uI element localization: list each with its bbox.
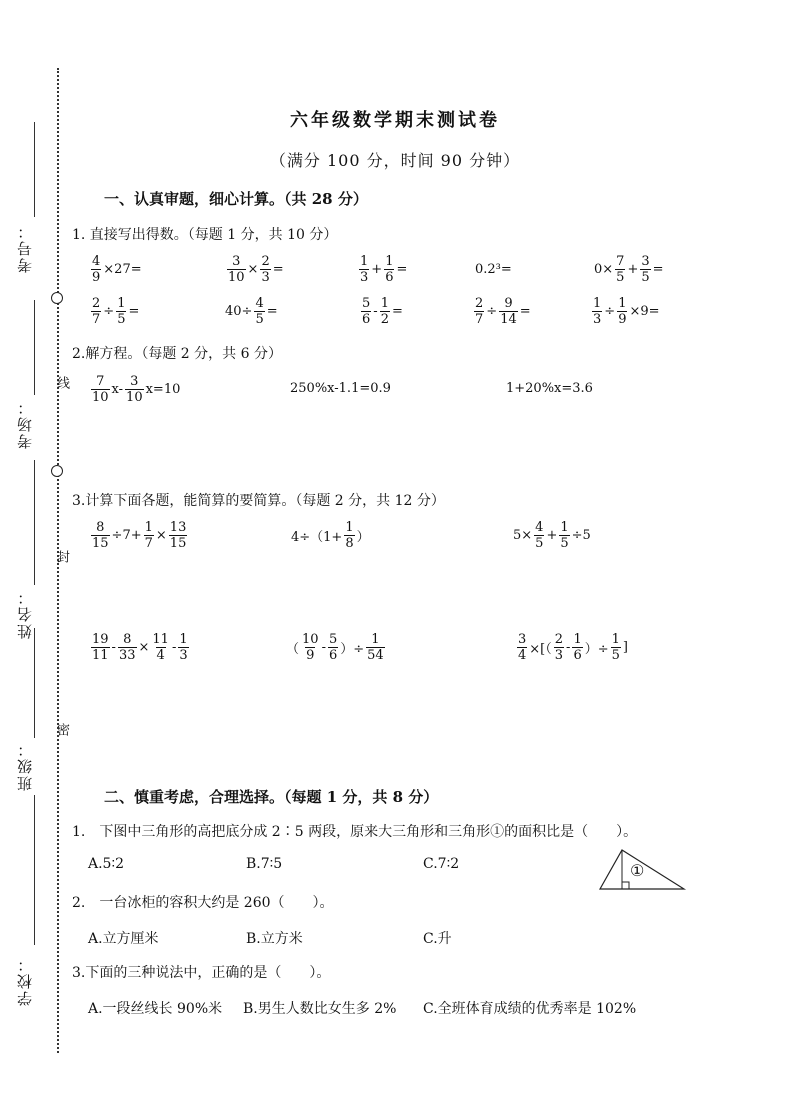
choice-q1: 1. 下图中三角形的高把底分成 2∶5 两段，原来大三角形和三角形①的面积比是（ ）。 xyxy=(72,824,638,840)
binding-hole xyxy=(51,465,63,477)
equation-item: 1+20%x=3.6 xyxy=(506,381,593,396)
calc-item: 0× $\frac{7}{5}$ + $\frac{3}{5}$ = xyxy=(594,254,664,285)
section1-heading: 一、认真审题，细心计算。（共 28 分） xyxy=(104,190,368,208)
calc-item: 0.2³= xyxy=(475,262,512,277)
binding-hole xyxy=(51,292,63,304)
exam-room-label: 考场： xyxy=(16,398,34,449)
choice-option: C.升 xyxy=(423,931,452,947)
q1-heading: 1. 直接写出得数。（每题 1 分，共 10 分） xyxy=(72,227,338,243)
choice-option: B.立方米 xyxy=(246,931,303,947)
choice-option: C.7∶2 xyxy=(423,856,460,872)
calc-item: $\frac{3}{4}$ ×[（ $\frac{2}{3}$ - $\frac{1}{6}$ ）÷ $\frac{1}{5}$ ] xyxy=(518,632,628,663)
calc-item: 5× $\frac{4}{5}$ + $\frac{1}{5}$ ÷5 xyxy=(513,520,591,551)
q2-heading: 2.解方程。（每题 2 分，共 6 分） xyxy=(72,346,282,362)
choice-option: C.全班体育成绩的优秀率是 102% xyxy=(423,1001,637,1017)
exam-number-label: 考号： xyxy=(16,222,34,273)
seal-word-mi: 密 xyxy=(54,723,69,736)
fill-line xyxy=(34,460,35,585)
class-label: 班级： xyxy=(16,740,34,791)
calc-item: $\frac{3}{10}$ × $\frac{2}{3}$ = xyxy=(228,254,284,285)
calc-item: $\frac{5}{6}$ - $\frac{1}{2}$ = xyxy=(362,296,403,327)
equation-item: 250%x-1.1=0.9 xyxy=(290,381,391,396)
choice-q3: 3.下面的三种说法中，正确的是（ ）。 xyxy=(72,965,331,981)
calc-item: $\frac{2}{7}$ ÷ $\frac{1}{5}$ = xyxy=(92,296,140,327)
choice-option: A.一段丝线长 90%米 xyxy=(88,1001,223,1017)
calc-item: $\frac{1}{3}$ ÷ $\frac{1}{9}$ ×9= xyxy=(593,296,660,327)
fill-line xyxy=(34,628,35,738)
calc-item: $\frac{1}{3}$ + $\frac{1}{6}$ = xyxy=(360,254,408,285)
choice-q2: 2. 一台冰柜的容积大约是 260（ ）。 xyxy=(72,895,334,911)
calc-item: $\frac{4}{9}$ ×27= xyxy=(92,254,142,285)
choice-option: A.5∶2 xyxy=(88,856,125,872)
section2-heading: 二、慎重考虑，合理选择。（每题 1 分，共 8 分） xyxy=(104,788,439,806)
calc-item: $\frac{19}{11}$ - $\frac{8}{33}$ × $\frac{11}{4}$ - $\frac{1}{3}$ xyxy=(92,632,188,663)
seal-word-xian: 线 xyxy=(54,376,69,389)
q3-heading: 3.计算下面各题，能简算的要简算。（每题 2 分，共 12 分） xyxy=(72,493,445,509)
fill-line xyxy=(34,300,35,395)
triangle-region-label: ① xyxy=(630,861,645,880)
school-label: 学校： xyxy=(16,955,34,1006)
calc-item: 4÷（1+ $\frac{1}{8}$ ） xyxy=(291,520,370,551)
name-label: 姓名： xyxy=(16,588,34,639)
seal-word-feng: 封 xyxy=(54,550,69,563)
calc-item: $\frac{8}{15}$ ÷7+ $\frac{1}{7}$ × $\frac{13}{15}$ xyxy=(92,520,187,551)
calc-item: （ $\frac{10}{9}$ - $\frac{5}{6}$ ）÷ $\frac{1}{54}$ xyxy=(286,632,384,663)
calc-item: 40÷ $\frac{4}{5}$ = xyxy=(225,296,278,327)
calc-item: $\frac{2}{7}$ ÷ $\frac{9}{14}$ = xyxy=(475,296,531,327)
fill-line xyxy=(34,795,35,945)
page-subtitle: （满分 100 分，时间 90 分钟） xyxy=(269,151,521,170)
choice-option: B.男生人数比女生多 2% xyxy=(243,1001,397,1017)
page-title: 六年级数学期末测试卷 xyxy=(290,110,500,131)
equation-item: $\frac{7}{10}$ x- $\frac{3}{10}$ x=10 xyxy=(92,374,181,405)
choice-option: B.7∶5 xyxy=(246,856,283,872)
choice-option: A.立方厘米 xyxy=(88,931,159,947)
